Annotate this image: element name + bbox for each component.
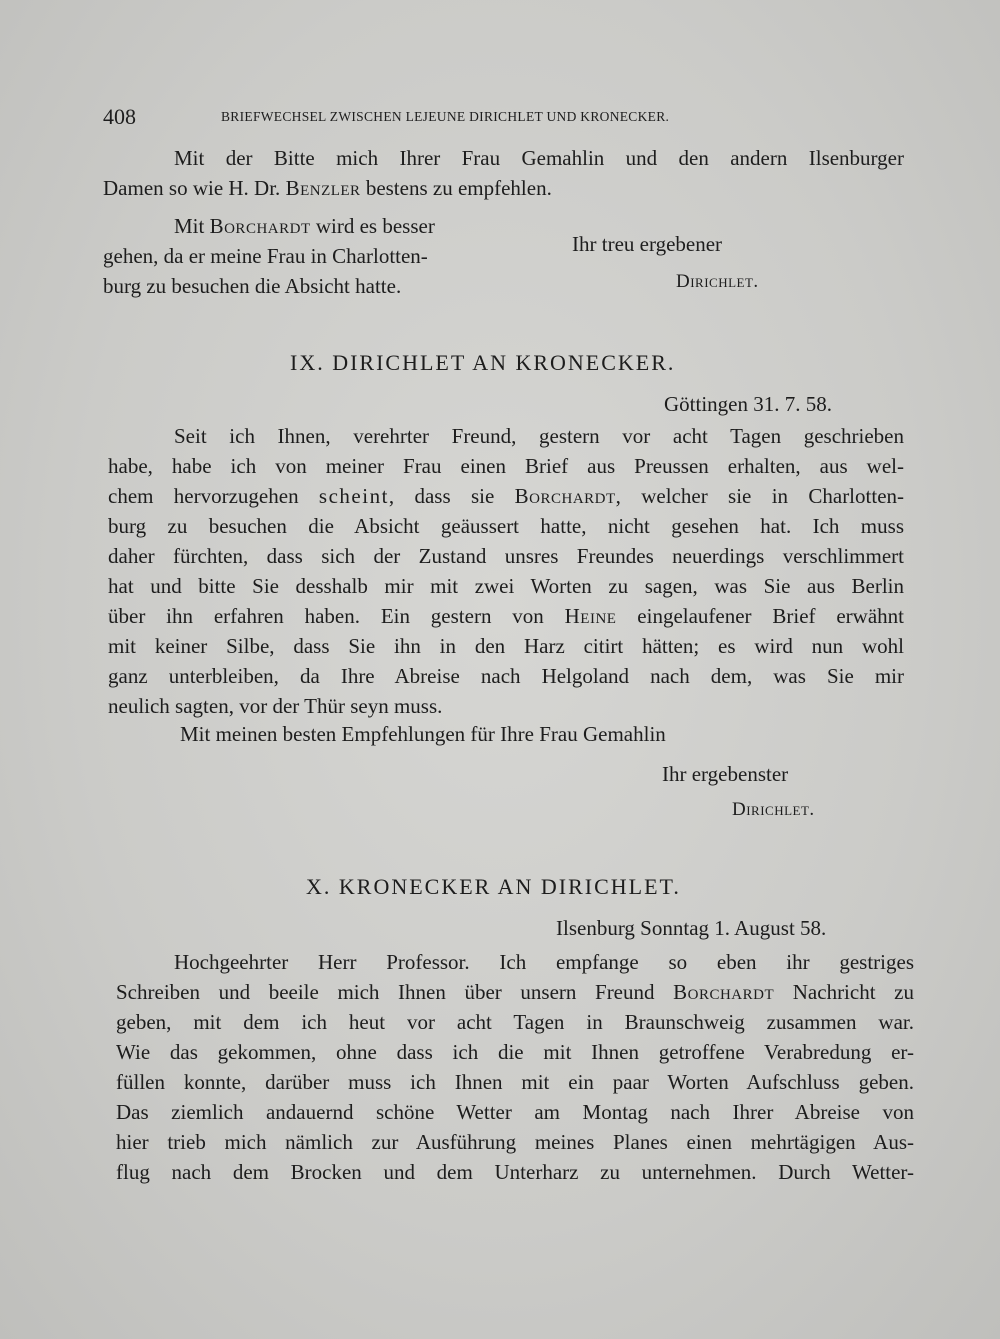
name-borchardt: Borchardt xyxy=(673,980,775,1004)
text-line: geben, mit dem ich heut vor acht Tagen in Braunschweig zusammen war. xyxy=(116,1010,914,1034)
letter-date: Ilsenburg Sonntag 1. August 58. xyxy=(556,916,827,940)
running-head: BRIEFWECHSEL ZWISCHEN LEJEUNE DIRICHLET UND KRONECKER. xyxy=(221,109,670,124)
text-fragment: Nachricht zu xyxy=(774,980,914,1004)
text-fragment: Damen so wie H. Dr. xyxy=(103,176,286,200)
text-line: Seit ich Ihnen, verehrter Freund, gestern vor acht Tagen geschrieben xyxy=(174,424,904,448)
regards: Mit meinen besten Empfehlungen für Ihre Frau Gemahlin xyxy=(180,722,666,746)
signature: Dirichlet. xyxy=(676,271,759,292)
text-line: daher fürchten, dass sich der Zustand unsres Freundes neuerdings verschlimmert xyxy=(108,544,904,568)
text-line: ganz unterbleiben, da Ihre Abreise nach Helgoland nach dem, was Sie mir xyxy=(108,664,904,688)
text-line: füllen konnte, darüber muss ich Ihnen mit ein paar Worten Aufschluss geben. xyxy=(116,1070,914,1094)
name-borchardt: Borchardt xyxy=(209,214,311,238)
text-fragment: bestens zu empfehlen. xyxy=(360,176,552,200)
letter-heading: X. KRONECKER AN DIRICHLET. xyxy=(306,874,681,899)
name-heine: Heine xyxy=(564,604,617,628)
text-fragment: , dass sie xyxy=(388,484,515,508)
text-line: burg zu besuchen die Absicht hatte. xyxy=(103,274,402,298)
text-line: hat und bitte Sie desshalb mir mit zwei Worten zu sagen, was Sie aus Berlin xyxy=(108,574,904,598)
text-line: Hochgeehrter Herr Professor. Ich empfange so eben ihr gestriges xyxy=(174,950,914,974)
signature: Dirichlet. xyxy=(732,799,815,820)
text-fragment: chem hervorzugehen xyxy=(108,484,319,508)
text-line xyxy=(174,214,435,238)
text-line xyxy=(108,484,904,508)
text-fragment: wird es besser xyxy=(310,214,435,238)
text-line: mit keiner Silbe, dass Sie ihn in den Harz citirt hätten; es wird nun wohl xyxy=(108,634,904,658)
text-line: Mit der Bitte mich Ihrer Frau Gemahlin und den andern Ilsenburger xyxy=(174,146,904,170)
text-line: Wie das gekommen, ohne dass ich die mit Ihnen getroffene Verabredung er- xyxy=(116,1040,914,1064)
text-fragment: über ihn erfahren haben. Ein gestern von xyxy=(108,604,565,628)
text-line: hier trieb mich nämlich zur Ausführung meines Planes einen mehrtägigen Aus- xyxy=(116,1130,914,1154)
text-line: burg zu besuchen die Absicht geäussert hatte, nicht gesehen hat. Ich muss xyxy=(108,514,904,538)
text-line xyxy=(116,980,914,1004)
name-borchardt: Borchardt xyxy=(514,484,616,508)
text-line: gehen, da er meine Frau in Charlotten- xyxy=(103,244,428,268)
text-line: Das ziemlich andauernd schöne Wetter am Montag nach Ihrer Abreise von xyxy=(116,1100,914,1124)
emphasis: scheint xyxy=(318,484,389,508)
closing: Ihr treu ergebener xyxy=(572,232,723,256)
text-fragment: Schreiben und beeile mich Ihnen über unsern Freund xyxy=(116,980,674,1004)
page-header xyxy=(103,104,783,132)
closing: Ihr ergebenster xyxy=(662,762,789,786)
letter-date: Göttingen 31. 7. 58. xyxy=(664,392,832,416)
text-line xyxy=(103,176,552,200)
page-number: 408 xyxy=(103,104,136,129)
text-fragment: eingelaufener Brief erwähnt xyxy=(616,604,904,628)
name-benzler: Benzler xyxy=(285,176,361,200)
text-fragment: Mit xyxy=(174,214,210,238)
text-fragment: , welcher sie in Charlotten- xyxy=(615,484,905,508)
text-line xyxy=(108,604,904,628)
text-line: flug nach dem Brocken und dem Unterharz zu unternehmen. Durch Wetter- xyxy=(116,1160,914,1184)
letter-heading: IX. DIRICHLET AN KRONECKER. xyxy=(290,350,676,375)
text-line: neulich sagten, vor der Thür seyn muss. xyxy=(108,694,443,718)
text-line: habe, habe ich von meiner Frau einen Brief aus Preussen erhalten, aus wel- xyxy=(108,454,904,478)
